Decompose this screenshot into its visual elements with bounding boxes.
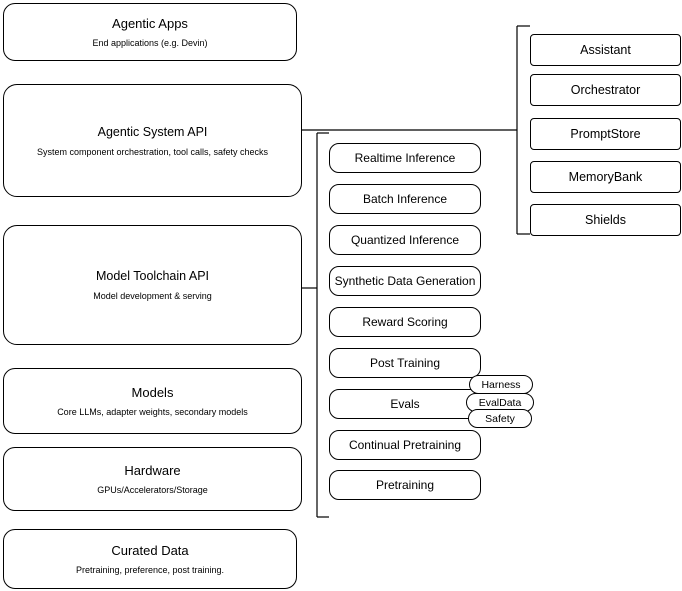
component-reward-scoring[interactable] xyxy=(329,307,481,337)
component-synthetic-data-generation[interactable] xyxy=(329,266,481,296)
component-memorybank[interactable] xyxy=(530,161,681,193)
component-label: Quantized Inference xyxy=(350,233,460,247)
component-label: Synthetic Data Generation xyxy=(334,274,476,288)
component-label: Batch Inference xyxy=(362,192,448,206)
layer-title: Curated Data xyxy=(111,542,189,558)
layer-curated-data[interactable] xyxy=(3,529,297,589)
component-shields[interactable] xyxy=(530,204,681,236)
component-label: Continual Pretraining xyxy=(348,438,462,452)
component-label: Assistant xyxy=(580,43,631,57)
layer-subtitle: End applications (e.g. Devin) xyxy=(92,37,208,48)
layer-title: Agentic System API xyxy=(97,124,208,139)
component-label: PromptStore xyxy=(570,127,641,141)
layer-hardware[interactable] xyxy=(3,447,302,511)
component-batch-inference[interactable] xyxy=(329,184,481,214)
component-label: Harness xyxy=(481,378,521,391)
component-label: Orchestrator xyxy=(570,83,641,97)
component-label: MemoryBank xyxy=(568,170,643,184)
component-realtime-inference[interactable] xyxy=(329,143,481,173)
layer-agentic-system-api[interactable] xyxy=(3,84,302,197)
component-label: Reward Scoring xyxy=(362,315,448,329)
layer-subtitle: GPUs/Accelerators/Storage xyxy=(97,484,208,495)
component-pretraining[interactable] xyxy=(329,470,481,500)
layer-title: Hardware xyxy=(124,462,181,478)
layer-title: Agentic Apps xyxy=(112,15,188,31)
component-continual-pretraining[interactable] xyxy=(329,430,481,460)
component-orchestrator[interactable] xyxy=(530,74,681,106)
layer-subtitle: Core LLMs, adapter weights, secondary models xyxy=(57,406,248,417)
component-label: EvalData xyxy=(478,396,522,409)
layer-subtitle: System component orchestration, tool calls, safety checks xyxy=(36,146,269,157)
layer-models[interactable] xyxy=(3,368,302,434)
component-quantized-inference[interactable] xyxy=(329,225,481,255)
layer-subtitle: Pretraining, preference, post training. xyxy=(75,564,225,575)
component-evals[interactable] xyxy=(329,389,481,419)
layer-agentic-apps[interactable] xyxy=(3,3,297,61)
component-label: Evals xyxy=(390,397,420,411)
component-promptstore[interactable] xyxy=(530,118,681,150)
component-label: Shields xyxy=(585,213,626,227)
layer-model-toolchain-api[interactable] xyxy=(3,225,302,345)
component-label: Realtime Inference xyxy=(354,151,456,165)
layer-title: Models xyxy=(131,384,174,400)
component-post-training[interactable] xyxy=(329,348,481,378)
component-label: Safety xyxy=(485,412,515,425)
layer-title: Model Toolchain API xyxy=(95,269,210,283)
component-label: Post Training xyxy=(369,356,441,370)
layer-subtitle: Model development & serving xyxy=(93,291,212,301)
component-label: Pretraining xyxy=(375,478,435,492)
component-assistant[interactable] xyxy=(530,34,681,66)
component-safety[interactable] xyxy=(468,409,532,428)
component-harness[interactable] xyxy=(469,375,533,394)
